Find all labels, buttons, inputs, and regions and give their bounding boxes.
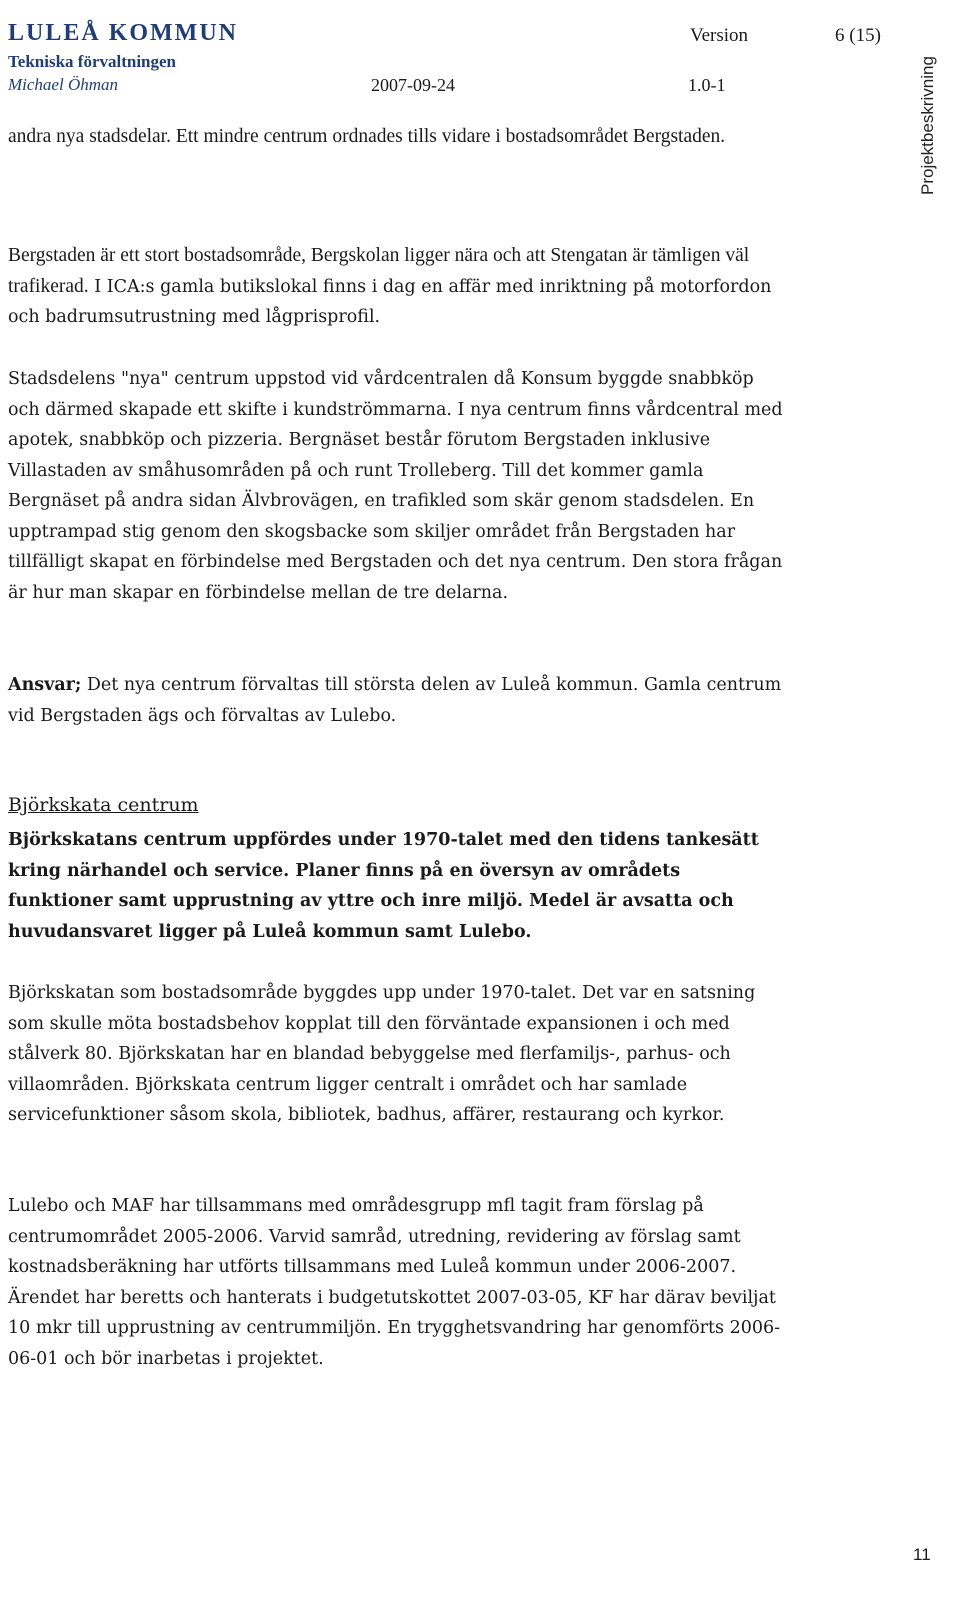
- paragraph-bjorkskatans-summary: Björkskatans centrum uppfördes under 1970-talet med den tidens tankesätt kring närhandel och service. Planer finns på en översyn av områdets funktioner samt upprustning av yttre och inre miljö. Medel är avsatta och huvudansvaret ligger på Luleå kommun samt Lulebo.: [8, 830, 759, 942]
- section-heading: Björkskata centrum: [8, 794, 199, 816]
- paragraph-stadsdelens: Stadsdelens "nya" centrum uppstod vid vårdcentralen då Konsum byggde snabbköp och därmed skapade ett skifte i kundströmmarna. I nya centrum finns vårdcentral med apotek, snabbköp och pizzeria. Bergnäset består förutom Bergstaden inklusive Villastaden av småhusområden på och runt Trolleberg. Till det kommer gamla Bergnäset på andra sidan Älvbrovägen, en trafikled som skär genom stadsdelen. En upptrampad stig genom den skogsbacke som skiljer området från Bergstaden har tillfälligt skapat en förbindelse med Bergstaden och det nya centrum. Den stora frågan är hur man skapar en förbindelse mellan de tre delarna.: [8, 369, 783, 603]
- version-value: 1.0-1: [688, 75, 726, 95]
- page-indicator: 6 (15): [835, 25, 881, 46]
- version-label: Version: [690, 25, 749, 46]
- ansvar-label: Ansvar;: [8, 675, 82, 695]
- paragraph-ansvar: [8, 670, 788, 731]
- department-name: Tekniska förvaltningen: [8, 52, 176, 71]
- paragraph-bergstaden-b: I ICA:s gamla butikslokal finns i dag en affär med inriktning på motorfordon och badrumsutrustning med lågprisprofil.: [8, 276, 772, 327]
- organization-name: LULEÅ KOMMUN: [8, 20, 238, 46]
- paragraph-lulebo: Lulebo och MAF har tillsammans med områdesgrupp mfl tagit fram förslag på centrumområdet 2005-2006. Varvid samråd, utredning, revidering av förslag samt kostnadsberäkning har utförts tillsammans med Luleå kommun under 2006-2007. Ärendet har beretts och hanterats i budgetutskottet 2007-03-05, KF har därav beviljat 10 mkr till upprustning av centrummiljön. En trygghetsvandring har genomförts 2006-06-01 och bör inarbetas i projektet.: [8, 1196, 781, 1369]
- paragraph-bergstaden: [8, 241, 788, 333]
- document-date: 2007-09-24: [371, 75, 455, 95]
- ansvar-text: Det nya centrum förvaltas till största delen av Luleå kommun. Gamla centrum vid Bergstaden ägs och förvaltas av Lulebo.: [8, 675, 782, 726]
- paragraph-bergstaden-a: Bergstaden är ett stort bostadsområde, Bergskolan ligger nära och att Stengatan är tämligen väl trafikerad.: [8, 245, 750, 297]
- page-number: 11: [913, 1545, 931, 1564]
- author-name: Michael Öhman: [8, 75, 119, 94]
- paragraph-bjorkskatan: Björkskatan som bostadsområde byggdes upp under 1970-talet. Det var en satsning som skulle möta bostadsbehov kopplat till den förväntade expansionen i och med stålverk 80. Björkskatan har en blandad bebyggelse med flerfamiljs-, parhus- och villaområden. Björkskata centrum ligger centralt i området och har samlade servicefunktioner såsom skola, bibliotek, badhus, affärer, restaurang och kyrkor.: [8, 983, 756, 1125]
- paragraph-intro: andra nya stadsdelar. Ett mindre centrum ordnades tills vidare i bostadsområdet Bergstaden.: [8, 126, 726, 147]
- side-label: Projektbeskrivning: [918, 56, 937, 195]
